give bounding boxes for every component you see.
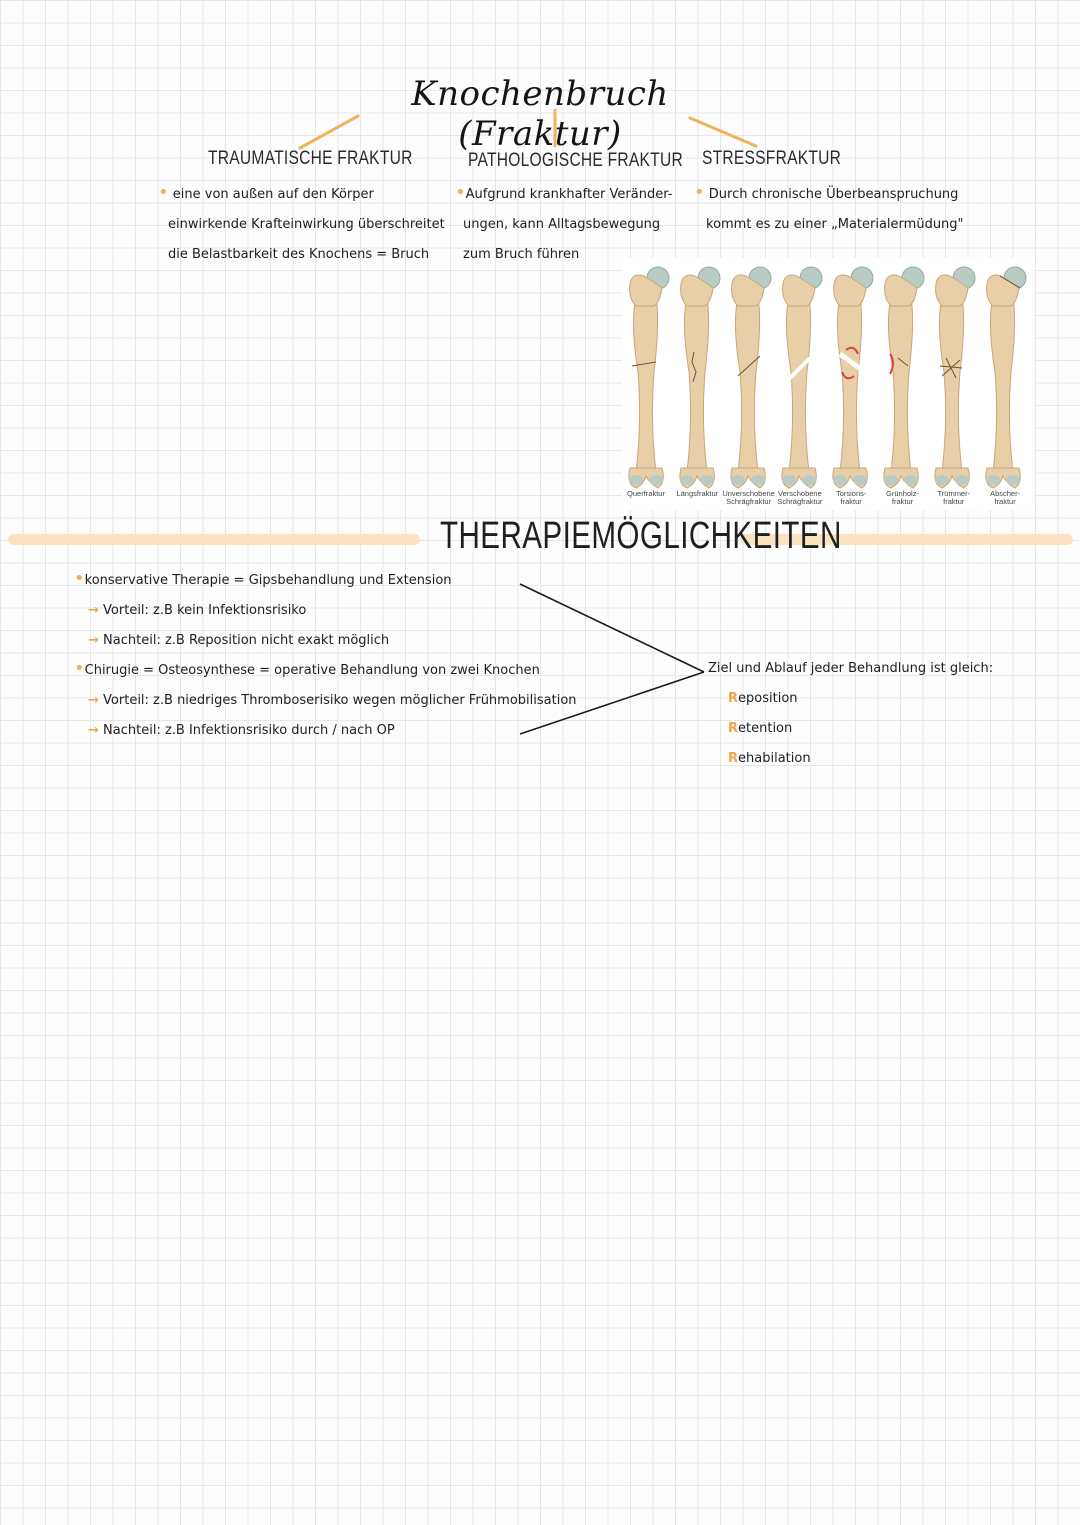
traumatic-line-3: die Belastbarkeit des Knochens = Bruch [168,247,430,262]
traumatic-text [158,180,445,270]
stress-line-1: Durch chronische Überbeanspruchung [708,187,959,202]
bone-torsionsfraktur [833,267,873,488]
caption-line-1: Querfraktur [627,489,665,498]
bullet-dot: • [694,182,705,203]
conservative-pro: Vorteil: z.B kein Infektionsrisiko [103,603,307,618]
caption-fracture-type [618,490,674,498]
caption-fracture-type [721,490,777,506]
therapy-list [74,566,577,746]
goal-block [708,654,993,774]
caption-line-1: Unverschobene [722,489,775,498]
caption-line-1: Abscher- [990,489,1021,498]
traumatic-line-2: einwirkende Krafteinwirkung überschreitet [168,217,445,232]
connector-stress [690,118,756,146]
step-initial: R [728,691,739,706]
converging-lines [510,576,710,740]
traumatic-line-1: eine von außen auf den Körper [172,187,374,202]
therapy-heading: THERAPIEMÖGLICHKEITEN [440,515,842,557]
pathologic-line-3: zum Bruch führen [463,247,580,262]
pathologic-line-2: ungen, kann Alltagsbewegung [463,217,661,232]
page-title: Knochenbruch (Fraktur) [411,74,669,154]
caption-line-2: Schrägfraktur [777,497,823,506]
surgery-con: Nachteil: z.B Infektionsrisiko durch / nach OP [103,723,395,738]
bullet-dot: • [74,658,85,679]
bone-querfraktur [629,267,669,488]
caption-line-2: fraktur [840,497,862,506]
caption-fracture-type [823,490,879,506]
connector-traumatic [300,116,358,148]
arrow-icon: → [88,603,99,618]
caption-line-2: fraktur [943,497,965,506]
caption-line-2: fraktur [891,497,914,506]
goal-text: Ziel und Ablauf jeder Behandlung ist gleich: [708,661,994,676]
bone-unverschobene-schraegfraktur [731,267,771,488]
caption-fracture-type [926,490,982,506]
bone-gruenholzfraktur [884,267,924,488]
caption-line-1: Torsions- [835,489,867,498]
caption-fracture-type [772,490,828,506]
pathologic-text [455,180,672,270]
caption-line-1: Längsfraktur [676,489,719,498]
bone-truemmerfraktur [935,267,975,488]
arrow-icon: → [88,693,99,708]
surgery-pro: Vorteil: z.B niedriges Thromboserisiko wegen möglicher Frühmobilisation [103,693,577,708]
step-reposition: eposition [738,691,798,706]
pathologic-line-1: Aufgrund krankhafter Veränder- [465,187,673,202]
arrow-icon: → [88,723,99,738]
caption-fracture-type [875,490,931,506]
caption-fracture-type [669,490,725,498]
heading-pathologic: PATHOLOGISCHE FRAKTUR [468,150,683,171]
stress-text [694,180,964,240]
fracture-captions [622,490,1034,510]
caption-fracture-type [977,490,1033,506]
banner-bar-left [8,534,420,545]
bullet-dot: • [455,182,466,203]
heading-stress: STRESSFRAKTUR [702,148,842,169]
step-rehabilation: ehabilation [738,751,811,766]
caption-line-1: Trümmer- [937,489,971,498]
bullet-dot: • [158,182,169,203]
bullet-dot: • [74,568,85,589]
bone-abscherfraktur [986,267,1026,488]
fracture-illustration [622,258,1034,510]
conservative-con: Nachteil: z.B Reposition nicht exakt möglich [103,633,390,648]
bones-svg [622,258,1034,490]
caption-line-1: Grünholz- [886,489,919,498]
step-initial: R [728,721,739,736]
conservative-label: konservative Therapie = Gipsbehandlung und Extension [84,573,452,588]
arrow-icon: → [88,633,99,648]
caption-line-2: Schrägfraktur [726,497,772,506]
caption-line-2: fraktur [994,497,1016,506]
surgery-label: Chirugie = Osteosynthese = operative Behandlung von zwei Knochen [84,663,540,678]
bone-laengsfraktur [680,267,720,488]
caption-line-1: Verschobene [777,489,822,498]
stress-line-2: kommt es zu einer „Materialermüdung" [706,217,964,232]
heading-traumatic: TRAUMATISCHE FRAKTUR [208,148,413,169]
step-retention: etention [738,721,793,736]
bone-verschobene-schraegfraktur [782,267,822,488]
step-initial: R [728,751,739,766]
